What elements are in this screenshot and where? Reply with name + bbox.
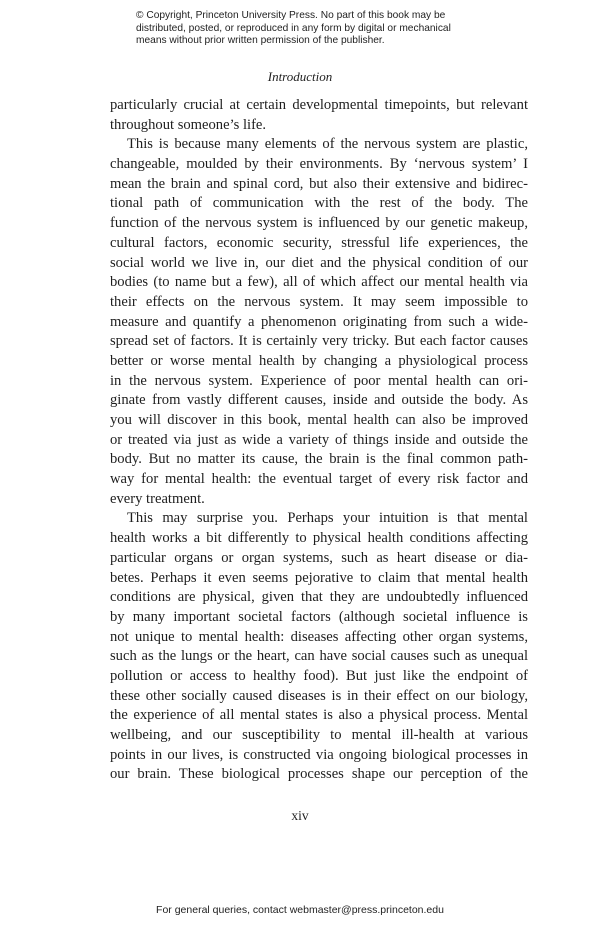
text-line: tional path of communication with the rest of the body. The xyxy=(110,195,528,212)
text-line: bodies (to name but a few), all of which affect our mental health via xyxy=(110,274,528,291)
copyright-notice xyxy=(136,10,486,48)
copyright-line: © Copyright, Princeton University Press. No part of this book may be xyxy=(136,10,446,21)
text-line: the experience of all mental states is also a physical process. Mental xyxy=(110,707,528,724)
text-line: these other socially caused diseases is in their effect on our biology, xyxy=(110,687,528,704)
text-line: health works a bit differently to physical health conditions affecting xyxy=(110,530,528,547)
text-line: their effects on the nervous system. It may seem impossible to xyxy=(110,293,528,310)
text-line: measure and quantify a phenomenon originating from such a wide- xyxy=(110,313,528,330)
page-number: xiv xyxy=(291,808,309,823)
copyright-line: means without prior written permission of the publisher. xyxy=(136,35,385,47)
text-line: or treated via just as wide a variety of things inside and outside the xyxy=(110,431,528,448)
text-line: particularly crucial at certain developmental timepoints, but relevant xyxy=(110,97,528,113)
text-line: particular organs or organ systems, such as heart disease or dia- xyxy=(110,549,528,566)
text-line: way for mental health: the eventual target of every risk factor and xyxy=(110,471,528,488)
text-line: our brain. These biological processes shape our perception of the xyxy=(110,766,528,783)
body-text xyxy=(110,96,528,785)
text-line: ginate from vastly different causes, inside and outside the body. As xyxy=(110,392,528,409)
footer-contact: For general queries, contact webmaster@press.princeton.edu xyxy=(156,904,444,916)
text-line: in the nervous system. Experience of poor mental health can ori- xyxy=(110,372,528,389)
text-line: cultural factors, economic security, stressful life experiences, the xyxy=(110,234,528,251)
text-line: betes. Perhaps it even seems pejorative to claim that mental health xyxy=(110,569,528,586)
text-line: mean the brain and spinal cord, but also their extensive and bidirec- xyxy=(110,175,528,192)
text-line: better or worse mental health by changing a physiological process xyxy=(110,352,528,369)
text-line: body. But no matter its cause, the brain is the final common path- xyxy=(110,451,528,468)
text-line: points in our lives, is constructed via ongoing biological processes in xyxy=(110,746,528,763)
running-head: Introduction xyxy=(267,69,333,84)
text-line: not unique to mental health: diseases affecting other organ systems, xyxy=(110,628,528,645)
text-line: social world we live in, our diet and the physical condition of our xyxy=(110,254,528,271)
text-line: throughout someone’s life. xyxy=(110,116,267,133)
text-line: changeable, moulded by their environments. By ‘nervous system’ I xyxy=(110,156,528,173)
text-line: pollution or access to healthy food). But just like the endpoint of xyxy=(110,667,528,684)
text-line: such as the lungs or the heart, can have social causes such as unequal xyxy=(110,648,528,665)
text-line: This is because many elements of the nervous system are plastic, xyxy=(127,136,528,153)
text-line: spread set of factors. It is certainly very tricky. But each factor causes xyxy=(110,333,528,350)
copyright-line: distributed, posted, or reproduced in any form by digital or mechanical xyxy=(136,22,451,34)
text-line: wellbeing, and our susceptibility to mental ill-health at various xyxy=(110,727,528,743)
text-line: by many important societal factors (although societal influence is xyxy=(110,608,528,625)
text-line: every treatment. xyxy=(110,490,205,507)
text-line: function of the nervous system is influenced by our genetic makeup, xyxy=(110,215,528,232)
text-line: conditions are physical, given that they are undoubtedly influenced xyxy=(110,589,528,606)
text-line: This may surprise you. Perhaps your intuition is that mental xyxy=(127,510,528,527)
text-line: you will discover in this book, mental health can also be improved xyxy=(110,412,528,428)
